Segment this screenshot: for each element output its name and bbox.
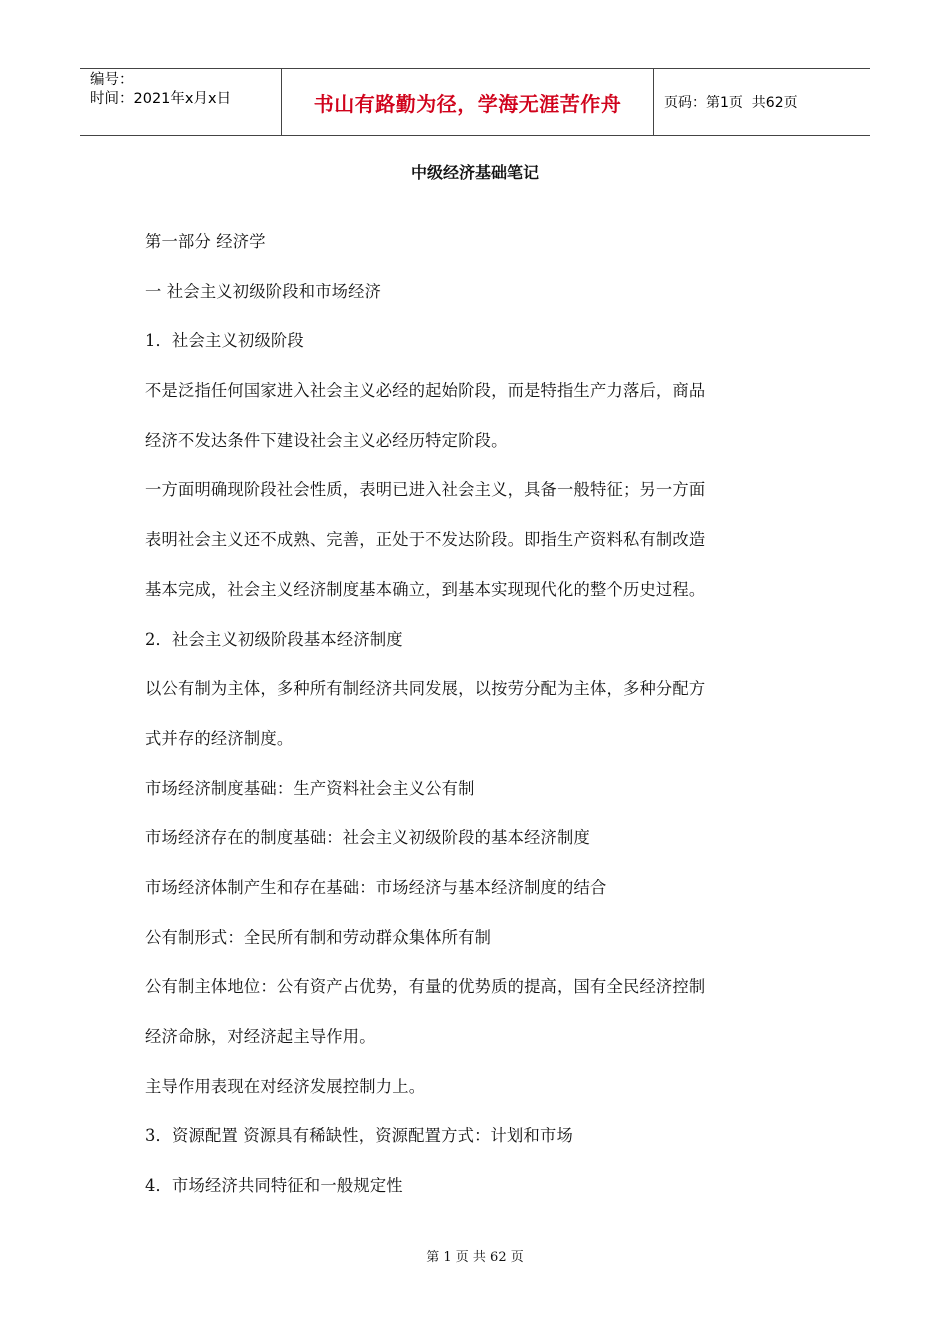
- header-motto: 书山有路勤为径，学海无涯苦作舟: [282, 69, 654, 135]
- body-line: 一 社会主义初级阶段和市场经济: [145, 281, 382, 301]
- header-page-info: [654, 69, 870, 135]
- document-title: 中级经济基础笔记: [410, 163, 539, 182]
- body-line: 4．市场经济共同特征和一般规定性: [145, 1176, 403, 1196]
- body-line: 表明社会主义还不成熟、完善，正处于不发达阶段。即指生产资料私有制改造: [145, 530, 706, 550]
- body-line: 市场经济制度基础：生产资料社会主义公有制: [145, 778, 475, 798]
- body-line: 基本完成，社会主义经济制度基本确立，到基本实现现代化的整个历史过程。: [145, 579, 706, 599]
- body-line: 1．社会主义初级阶段: [145, 331, 304, 351]
- body-line: 不是泛指任何国家进入社会主义必经的起始阶段，而是特指生产力落后，商品: [145, 381, 706, 401]
- header-date: 时间：2021年x月x日: [90, 91, 232, 107]
- body-line: 2．社会主义初级阶段基本经济制度: [145, 629, 403, 649]
- body-line: 公有制形式：全民所有制和劳动群众集体所有制: [145, 927, 492, 947]
- body-line: 公有制主体地位：公有资产占优势，有量的优势质的提高，国有全民经济控制: [145, 977, 706, 997]
- body-line: 式并存的经济制度。: [145, 728, 294, 748]
- body-line: 第一部分 经济学: [145, 232, 266, 251]
- body-line: 一方面明确现阶段社会性质，表明已进入社会主义，具备一般特征；另一方面: [145, 480, 706, 500]
- body-line: 市场经济体制产生和存在基础：市场经济与基本经济制度的结合: [145, 877, 607, 897]
- document-body: [145, 227, 805, 1221]
- page-header: [80, 68, 870, 136]
- header-meta: [80, 69, 282, 135]
- body-line: 主导作用表现在对经济发展控制力上。: [145, 1076, 426, 1096]
- body-line: 经济命脉，对经济起主导作用。: [145, 1027, 376, 1046]
- body-line: 3．资源配置 资源具有稀缺性，资源配置方式：计划和市场: [145, 1126, 573, 1146]
- body-line: 经济不发达条件下建设社会主义必经历特定阶段。: [145, 430, 508, 450]
- body-line: 市场经济存在的制度基础：社会主义初级阶段的基本经济制度: [145, 828, 590, 848]
- header-page-label: 页码：第1页 共62页: [664, 95, 798, 111]
- body-line: 以公有制为主体，多种所有制经济共同发展，以按劳分配为主体，多种分配方: [145, 679, 706, 699]
- page-footer: 第 1 页 共 62 页: [426, 1250, 524, 1265]
- header-number: 编号：: [90, 72, 134, 88]
